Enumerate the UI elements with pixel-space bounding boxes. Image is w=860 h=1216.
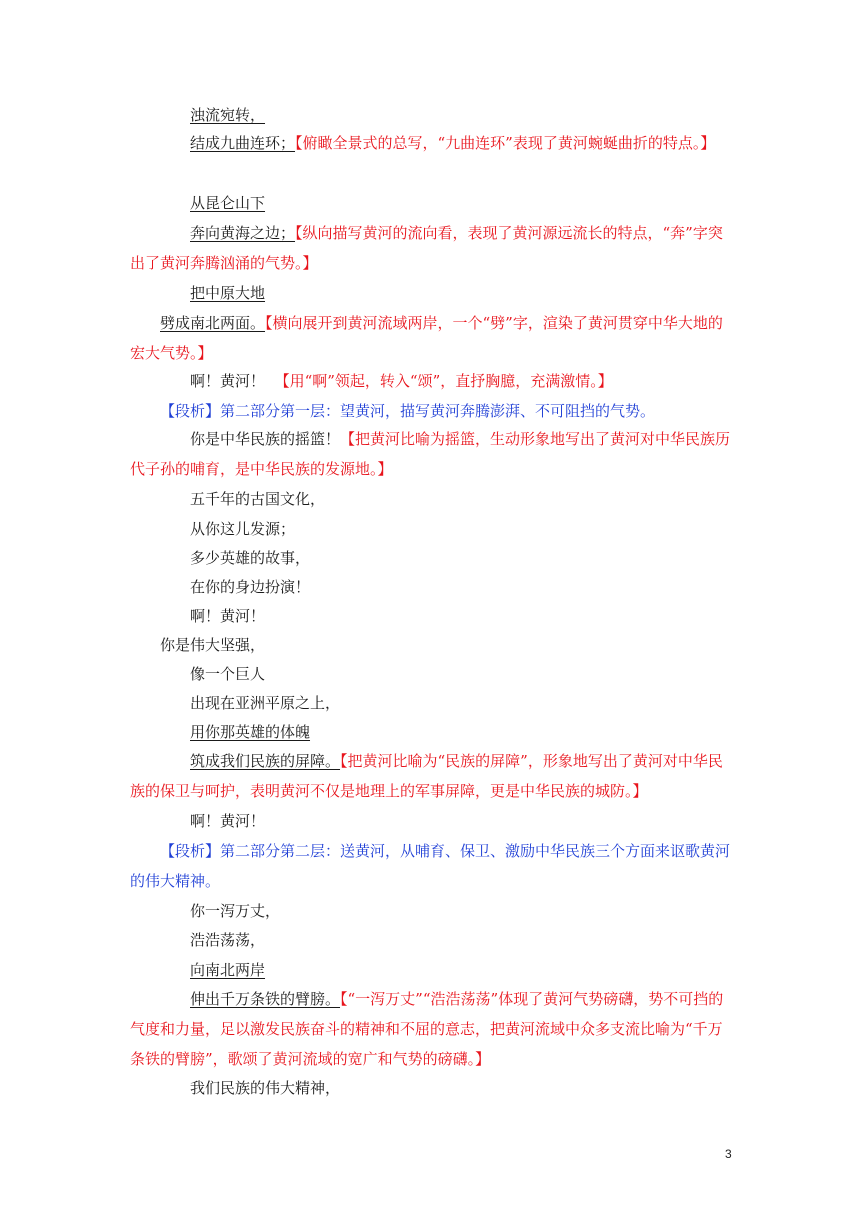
poem-line: 我们民族的伟大精神， xyxy=(190,1079,341,1097)
poem-line: 向南北两岸 xyxy=(190,961,266,979)
poem-line: 把中原大地 xyxy=(190,284,266,302)
analysis-label: 【段析】 xyxy=(160,842,221,860)
poem-line: 啊！黄河！ xyxy=(190,607,266,625)
poem-line-annotated: 奔向黄海之边；【纵向描写黄河的流向看，表现了黄河源远流长的特点，“奔”字突出了黄河奔腾汹涌的气势。】 xyxy=(130,224,723,272)
poem-line: 出现在亚洲平原之上， xyxy=(190,694,341,712)
poem-line: 浊流宛转， xyxy=(190,106,266,124)
poem-line: 从你这儿发源； xyxy=(190,520,296,538)
analysis-label: 【段析】 xyxy=(160,402,221,420)
annotation: 【把黄河比喻为“民族的屏障”，形象地写出了黄河对中华民族的保卫与呵护，表明黄河不仅是地理上的军事屏障，更是中华民族的城防。】 xyxy=(130,752,723,800)
annotation: 【纵向描写黄河的流向看，表现了黄河源远流长的特点，“奔”字突出了黄河奔腾汹涌的气势。】 xyxy=(130,224,723,272)
poem-line-annotated: 伸出千万条铁的臂膀。【“一泻万丈”“浩浩荡荡”体现了黄河气势磅礴，势不可挡的气度和力量，足以激发民族奋斗的精神和不屈的意志，把黄河流域中众多支流比喻为“千万条铁的臂膀”，歌颂了黄河流域的宽广和气势的磅礴。】 xyxy=(130,990,724,1068)
poem-line: 啊！黄河！ xyxy=(190,812,266,830)
annotation: 【用“啊”领起，转入“颂”，直抒胸臆，充满激情。】 xyxy=(274,372,613,390)
annotation: 【俯瞰全景式的总写，“九曲连环”表现了黄河蜿蜒曲折的特点。】 xyxy=(295,134,716,152)
poem-line: 在你的身边扮演！ xyxy=(190,578,311,596)
poem-line-annotated: 结成九曲连环；【俯瞰全景式的总写，“九曲连环”表现了黄河蜿蜒曲折的特点。】 xyxy=(190,134,716,152)
page-number: 3 xyxy=(725,1147,732,1161)
poem-line: 你是伟大坚强， xyxy=(160,636,266,654)
poem-line: 用你那英雄的体魄 xyxy=(190,723,311,741)
section-analysis xyxy=(130,836,734,896)
poem-line-annotated: 你是中华民族的摇篮！【把黄河比喻为摇篮，生动形象地写出了黄河对中华民族历代子孙的哺育，是中华民族的发源地。】 xyxy=(130,430,731,478)
poem-line: 像一个巨人 xyxy=(190,665,266,683)
poem-line: 浩浩荡荡， xyxy=(190,931,266,949)
annotation: 【“一泻万丈”“浩浩荡荡”体现了黄河气势磅礴，势不可挡的气度和力量，足以激发民族奋斗的精神和不屈的意志，把黄河流域中众多支流比喻为“千万条铁的臂膀”，歌颂了黄河流域的宽广和气势的磅礴。】 xyxy=(130,990,724,1068)
annotation: 【把黄河比喻为摇篮，生动形象地写出了黄河对中华民族历代子孙的哺育，是中华民族的发源地。】 xyxy=(130,430,731,478)
analysis-text: 第二部分第二层：送黄河，从哺育、保卫、激励中华民族三个方面来讴歌黄河的伟大精神。 xyxy=(130,842,731,890)
poem-line: 多少英雄的故事， xyxy=(190,549,311,567)
section-analysis xyxy=(130,396,734,426)
poem-line: 五千年的古国文化， xyxy=(190,490,326,508)
poem-line: 从昆仑山下 xyxy=(190,194,266,212)
poem-line-annotated: 劈成南北两面。【横向展开到黄河流域两岸，一个“劈”字，渲染了黄河贯穿中华大地的宏大气势。】 xyxy=(130,314,723,362)
analysis-text: 第二部分第一层：望黄河，描写黄河奔腾澎湃、不可阻挡的气势。 xyxy=(220,402,656,420)
annotation: 【横向展开到黄河流域两岸，一个“劈”字，渲染了黄河贯穿中华大地的宏大气势。】 xyxy=(130,314,723,362)
poem-line: 你一泻万丈， xyxy=(190,902,281,920)
poem-line-annotated: 筑成我们民族的屏障。【把黄河比喻为“民族的屏障”，形象地写出了黄河对中华民族的保卫与呵护，表明黄河不仅是地理上的军事屏障，更是中华民族的城防。】 xyxy=(130,752,723,800)
poem-line-annotated: 啊！黄河！ 【用“啊”领起，转入“颂”，直抒胸臆，充满激情。】 xyxy=(190,372,613,390)
